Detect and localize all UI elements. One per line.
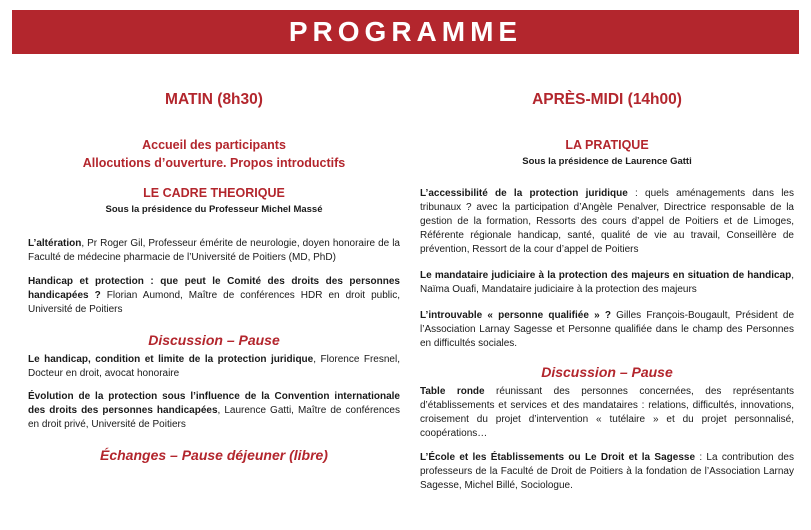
item-title: Handicap et protection : que peut le Comité des droits des personnes handicapées ? [28, 276, 400, 301]
program-item [28, 353, 400, 381]
item-title: L’École et les Établissements ou Le Droit et la Sagesse [420, 452, 696, 463]
program-item [420, 269, 794, 297]
pause-discussion: Discussion – Pause [148, 332, 280, 348]
opening-line: Allocutions d’ouverture. Propos introductifs [82, 156, 346, 170]
item-title: L’accessibilité de la protection juridique [420, 188, 628, 199]
pause-lunch: Échanges – Pause déjeuner (libre) [100, 447, 328, 463]
item-text: : La contribution des professeurs de la Faculté de Droit de Poitiers à la fondation de l’Association Larnay Sagesse, Michel Billé, Sociologue. [420, 452, 794, 491]
program-item [420, 451, 794, 493]
section-title-theory: LE CADRE THEORIQUE [143, 186, 285, 200]
item-text: Florian Aumond, Maître de conférences HDR en droit public, Université de Poitiers [28, 290, 401, 315]
item-title: L’introuvable « personne qualifiée » ? [420, 310, 611, 321]
item-title: Le mandataire judiciaire à la protection des majeurs en situation de handicap [420, 270, 792, 281]
item-title: L’altération [28, 238, 82, 249]
item-title: Table ronde [420, 386, 485, 397]
welcome-line: Accueil des participants [142, 138, 286, 152]
programme-banner [12, 10, 799, 54]
program-item [28, 237, 400, 265]
item-text: , Florence Fresnel, Docteur en droit, avocat honoraire [28, 354, 400, 379]
section-sub-theory: Sous la présidence du Professeur Michel Massé [105, 204, 323, 215]
program-item [28, 275, 400, 317]
morning-column [28, 86, 400, 464]
item-text: , Pr Roger Gil, Professeur émérite de neurologie, doyen honoraire de la Faculté de médecine pharmacie de l’Université de Poitiers (MD, PhD) [28, 238, 400, 263]
item-text: , Naïma Ouafi, Mandataire judiciaire à la protection des majeurs [420, 270, 794, 295]
program-item [420, 187, 794, 257]
afternoon-column [420, 86, 794, 493]
item-text: : quels aménagements dans les tribunaux ? avec la participation d’Angèle Penalver, Directrice responsable de la gestion de la formation, Ressorts des cours d’appel de Poitiers et de Limoges, Référente régionale handicap, santé, qualité de vie au travail, Conseillère de prévention, Ressort de la cour d’appel de Poitiers [420, 188, 794, 255]
banner-title: PROGRAMME [288, 16, 523, 47]
program-item [420, 385, 794, 441]
item-text: Gilles François-Bougault, Président de l’Association Larnay Sagesse et Personne qualifiée dans le champ des Personnes en difficultés sociales. [420, 310, 795, 349]
item-title: Le handicap, condition et limite de la protection juridique [28, 354, 314, 365]
section-title-practice: LA PRATIQUE [565, 138, 649, 152]
pause-discussion: Discussion – Pause [541, 364, 673, 380]
item-title: Évolution de la protection sous l’influence de la Convention internationale des droits des personnes handicapées [28, 391, 400, 416]
section-sub-practice: Sous la présidence de Laurence Gatti [522, 156, 692, 167]
afternoon-heading: APRÈS-MIDI (14h00) [532, 91, 682, 108]
item-text: , Laurence Gatti, Maître de conférences en droit privé, Université de Poitiers [28, 405, 400, 430]
program-item [28, 390, 400, 432]
program-item [420, 309, 794, 351]
morning-heading: MATIN (8h30) [165, 91, 263, 108]
item-text: réunissant des personnes concernées, des représentants d’établissements et services et des mandataires : relations, difficultés, innovations, croisement du projet d’intervention « tutélaire » et du projet personnalisé, coopérations… [420, 386, 794, 439]
